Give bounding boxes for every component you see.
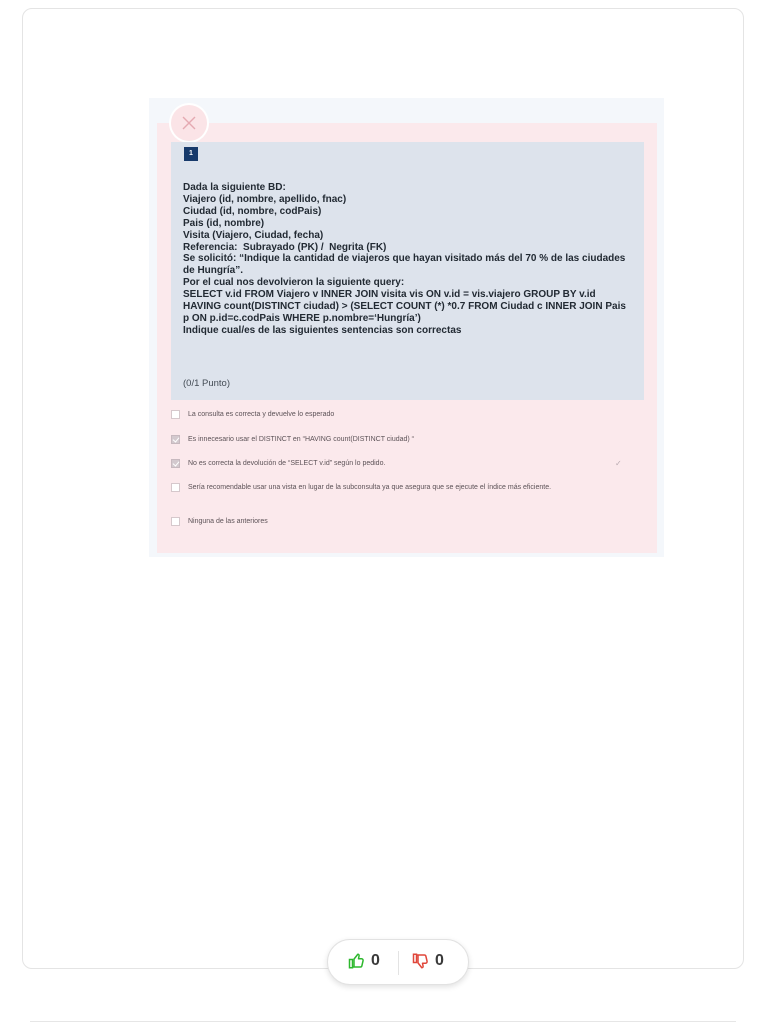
answer-option-label: Es innecesario usar el DISTINCT en “HAVING count(DISTINCT ciudad) “: [188, 436, 415, 443]
question-line: Viajero (id, nombre, apellido, fnac): [183, 193, 347, 205]
question-screenshot: [149, 98, 664, 557]
question-line: Visita (Viajero, Ciudad, fecha): [183, 229, 324, 241]
question-text: [183, 182, 633, 337]
correct-check-icon: ✓: [615, 459, 622, 468]
thumbs-up-icon: [348, 952, 366, 970]
answer-option-label: La consulta es correcta y devuelve lo esperado: [188, 411, 335, 418]
answer-option[interactable]: [171, 410, 631, 421]
question-box: [171, 142, 644, 400]
post-card: [22, 8, 744, 969]
answer-option[interactable]: [171, 435, 631, 446]
question-points: (0/1 Punto): [183, 378, 230, 389]
question-line: Indique cual/es de las siguientes sentencias son correctas: [183, 324, 462, 336]
answer-option[interactable]: [171, 459, 631, 470]
question-line: Ciudad (id, nombre, codPais): [183, 205, 322, 217]
question-line: Referencia: Subrayado (PK) / Negrita (FK): [183, 241, 387, 253]
thumbs-up-button[interactable]: [348, 952, 380, 970]
question-number: 1: [184, 147, 198, 161]
checkbox[interactable]: [171, 517, 180, 526]
thumbs-down-count: 0: [435, 952, 444, 969]
answer-option[interactable]: [171, 517, 631, 528]
answer-option[interactable]: [171, 483, 631, 494]
question-line: Por el cual nos devolvieron la siguiente query:: [183, 277, 405, 289]
thumbs-down-icon: [412, 952, 430, 970]
vote-pill: [327, 939, 469, 985]
answer-option-label: Sería recomendable usar una vista en lugar de la subconsulta ya que asegura que se ejecute el índice más eficiente.: [188, 484, 552, 491]
vote-divider: [398, 951, 399, 975]
checkbox[interactable]: [171, 483, 180, 492]
thumbs-up-count: 0: [371, 952, 380, 969]
checkbox-checked[interactable]: [171, 435, 180, 444]
thumbs-down-button[interactable]: [412, 952, 444, 970]
checkbox[interactable]: [171, 410, 180, 419]
question-line: Pais (id, nombre): [183, 217, 265, 229]
question-line: Dada la siguiente BD:: [183, 182, 286, 193]
answer-option-label: Ninguna de las anteriores: [188, 518, 268, 525]
checkbox-checked[interactable]: [171, 459, 180, 468]
question-line: Se solicitó: “Indique la cantidad de viajeros que hayan visitado más del 70 % de las ciudades de Hungría”.: [183, 253, 629, 277]
close-icon: [171, 105, 207, 141]
footer-divider: [30, 1021, 736, 1022]
question-line: SELECT v.id FROM Viajero v INNER JOIN visita vis ON v.id = vis.viajero GROUP BY v.id HAVING count(DISTINCT ciudad) > (SELECT COUNT (*) *0.7 FROM Ciudad c INNER JOIN Pais p ON p.id=c.codPais WHERE p.nombre=‘Hungría’): [183, 289, 629, 324]
answer-option-label: No es correcta la devolución de “SELECT v.id” según lo pedido.: [188, 460, 386, 467]
